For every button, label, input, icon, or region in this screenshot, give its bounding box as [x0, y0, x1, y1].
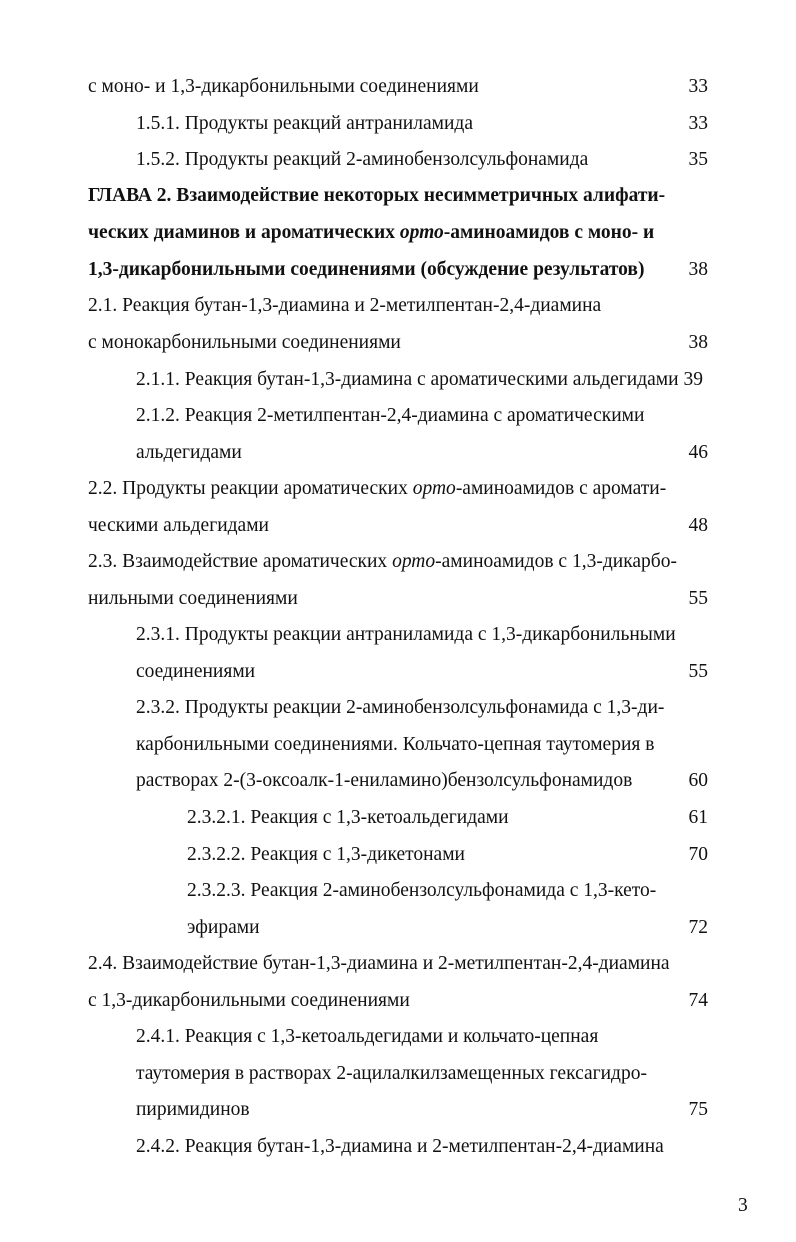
toc-page-1-5-1: 33 — [688, 113, 708, 134]
toc-text: 2.1.2. Реакция 2-метилпентан-2,4-диамина с ароматическими — [136, 405, 645, 426]
toc-line-2-4-2 — [136, 1134, 664, 1160]
toc-line-2-2 — [88, 476, 666, 502]
toc-text: 2.3. Взаимодействие ароматических — [88, 551, 393, 572]
toc-text: нильными соединениями — [88, 588, 298, 609]
toc-text: -аминоамидов с аромати- — [455, 478, 667, 499]
toc-text: 2.2. Продукты реакции ароматических — [88, 478, 413, 499]
toc-line-2-4-1-cont-2 — [136, 1097, 250, 1123]
toc-page-2-1: 38 — [688, 332, 708, 353]
chapter-2-heading-line-3 — [88, 257, 644, 283]
toc-text: 2.3.2.1. Реакция с 1,3-кетоальдегидами — [187, 807, 509, 828]
toc-line-1 — [88, 74, 479, 100]
toc-line-2-1-1 — [136, 367, 703, 393]
toc-line-2-3-2-3-cont — [187, 915, 260, 941]
toc-text: 2.3.1. Продукты реакции антраниламида с 1,3-дикарбонильными — [136, 624, 676, 645]
toc-page-2-2: 48 — [688, 515, 708, 536]
toc-line-2-3-2 — [136, 695, 664, 721]
toc-text: эфирами — [187, 917, 260, 938]
toc-line-2-3-1 — [136, 622, 676, 648]
toc-text: 1.5.2. Продукты реакций 2-аминобензолсульфонамида — [136, 149, 589, 170]
toc-page-2-4-1: 75 — [688, 1099, 708, 1120]
toc-line-2-3-2-cont-2 — [136, 768, 632, 794]
toc-page-2-3-2-2: 70 — [688, 844, 708, 865]
toc-text: соединениями — [136, 661, 256, 682]
toc-line-2-3-2-2 — [187, 842, 465, 868]
toc-text: карбонильными соединениями. Кольчато-цепная таутомерия в — [136, 734, 655, 755]
toc-line-2-3-2-cont-1 — [136, 732, 654, 758]
toc-page-2-4: 74 — [688, 990, 708, 1011]
toc-text: 2.3.2.3. Реакция 2-аминобензолсульфонамида с 1,3-кето- — [187, 880, 657, 901]
toc-line-2-3-2-3 — [187, 878, 656, 904]
toc-text: 2.3.2. Продукты реакции 2-аминобензолсульфонамида с 1,3-ди- — [136, 697, 665, 718]
toc-line-2-3-2-1 — [187, 805, 509, 831]
toc-line-2-1 — [88, 293, 601, 319]
toc-text: 2.4.1. Реакция с 1,3-кетоальдегидами и кольчато-цепная — [136, 1026, 599, 1047]
toc-text: 2.4. Взаимодействие бутан-1,3-диамина и 2-метилпентан-2,4-диамина — [88, 953, 670, 974]
toc-text: 2.3.2.2. Реакция с 1,3-дикетонами — [187, 844, 465, 865]
toc-text: таутомерия в растворах 2-ацилалкилзамещенных гексагидро- — [136, 1063, 647, 1084]
toc-italic-text: орто — [412, 478, 456, 499]
chapter-2-heading-line-1 — [88, 183, 665, 209]
toc-text: 1,3-дикарбонильными соединениями (обсуждение результатов) — [88, 259, 645, 280]
toc-text: -аминоамидов с моно- и — [443, 222, 655, 243]
toc-page-2-3-2-3: 72 — [688, 917, 708, 938]
toc-line-2-3-cont — [88, 586, 298, 612]
toc-text: ГЛАВА 2. Взаимодействие некоторых несимметричных алифати- — [88, 185, 666, 206]
toc-line-2-1-2-cont — [136, 440, 242, 466]
toc-line-2-3-1-cont — [136, 659, 255, 685]
toc-page-2-3-2: 60 — [688, 770, 708, 791]
toc-line-2-3 — [88, 549, 677, 575]
toc-text: растворах 2-(3-оксоалк-1-ениламино)бензолсульфонамидов — [136, 770, 633, 791]
toc-line-2-4 — [88, 951, 670, 977]
toc-text: 2.1.1. Реакция бутан-1,3-диамина с ароматическими альдегидами 39 — [136, 369, 703, 390]
toc-line-2-1-2 — [136, 403, 644, 429]
toc-page-2-3-2-1: 61 — [688, 807, 708, 828]
toc-italic-text: орто — [392, 551, 436, 572]
toc-line-2-4-1-cont-1 — [136, 1061, 647, 1087]
toc-page-2-3-1: 55 — [688, 661, 708, 682]
toc-text: ческих диаминов и ароматических — [88, 222, 400, 243]
toc-line-2-4-cont — [88, 988, 410, 1014]
toc-text: ческими альдегидами — [88, 515, 269, 536]
toc-text: 2.4.2. Реакция бутан-1,3-диамина и 2-метилпентан-2,4-диамина — [136, 1136, 664, 1157]
toc-text: с монокарбонильными соединениями — [88, 332, 401, 353]
toc-page-chapter-2: 38 — [688, 259, 708, 280]
toc-text: -аминоамидов с 1,3-дикарбо- — [435, 551, 677, 572]
toc-page-1-5-2: 35 — [688, 149, 708, 170]
toc-page-2-1-2: 46 — [688, 442, 708, 463]
toc-line-2-2-cont — [88, 513, 269, 539]
toc-page-1: 33 — [688, 76, 708, 97]
toc-line-2-1-cont — [88, 330, 401, 356]
toc-text: с 1,3-дикарбонильными соединениями — [88, 990, 410, 1011]
toc-text: пиримидинов — [136, 1099, 250, 1120]
chapter-2-heading-line-2 — [88, 220, 654, 246]
toc-line-2-4-1 — [136, 1024, 598, 1050]
toc-italic-text: орто — [399, 222, 444, 243]
toc-page-2-3: 55 — [688, 588, 708, 609]
toc-line-1-5-1 — [136, 111, 473, 137]
toc-text: 2.1. Реакция бутан-1,3-диамина и 2-метилпентан-2,4-диамина — [88, 295, 602, 316]
page-number: 3 — [738, 1195, 748, 1216]
toc-text: альдегидами — [136, 442, 242, 463]
toc-text: 1.5.1. Продукты реакций антраниламида — [136, 113, 473, 134]
toc-line-1-5-2 — [136, 147, 588, 173]
toc-text: с моно- и 1,3-дикарбонильными соединениями — [88, 76, 479, 97]
